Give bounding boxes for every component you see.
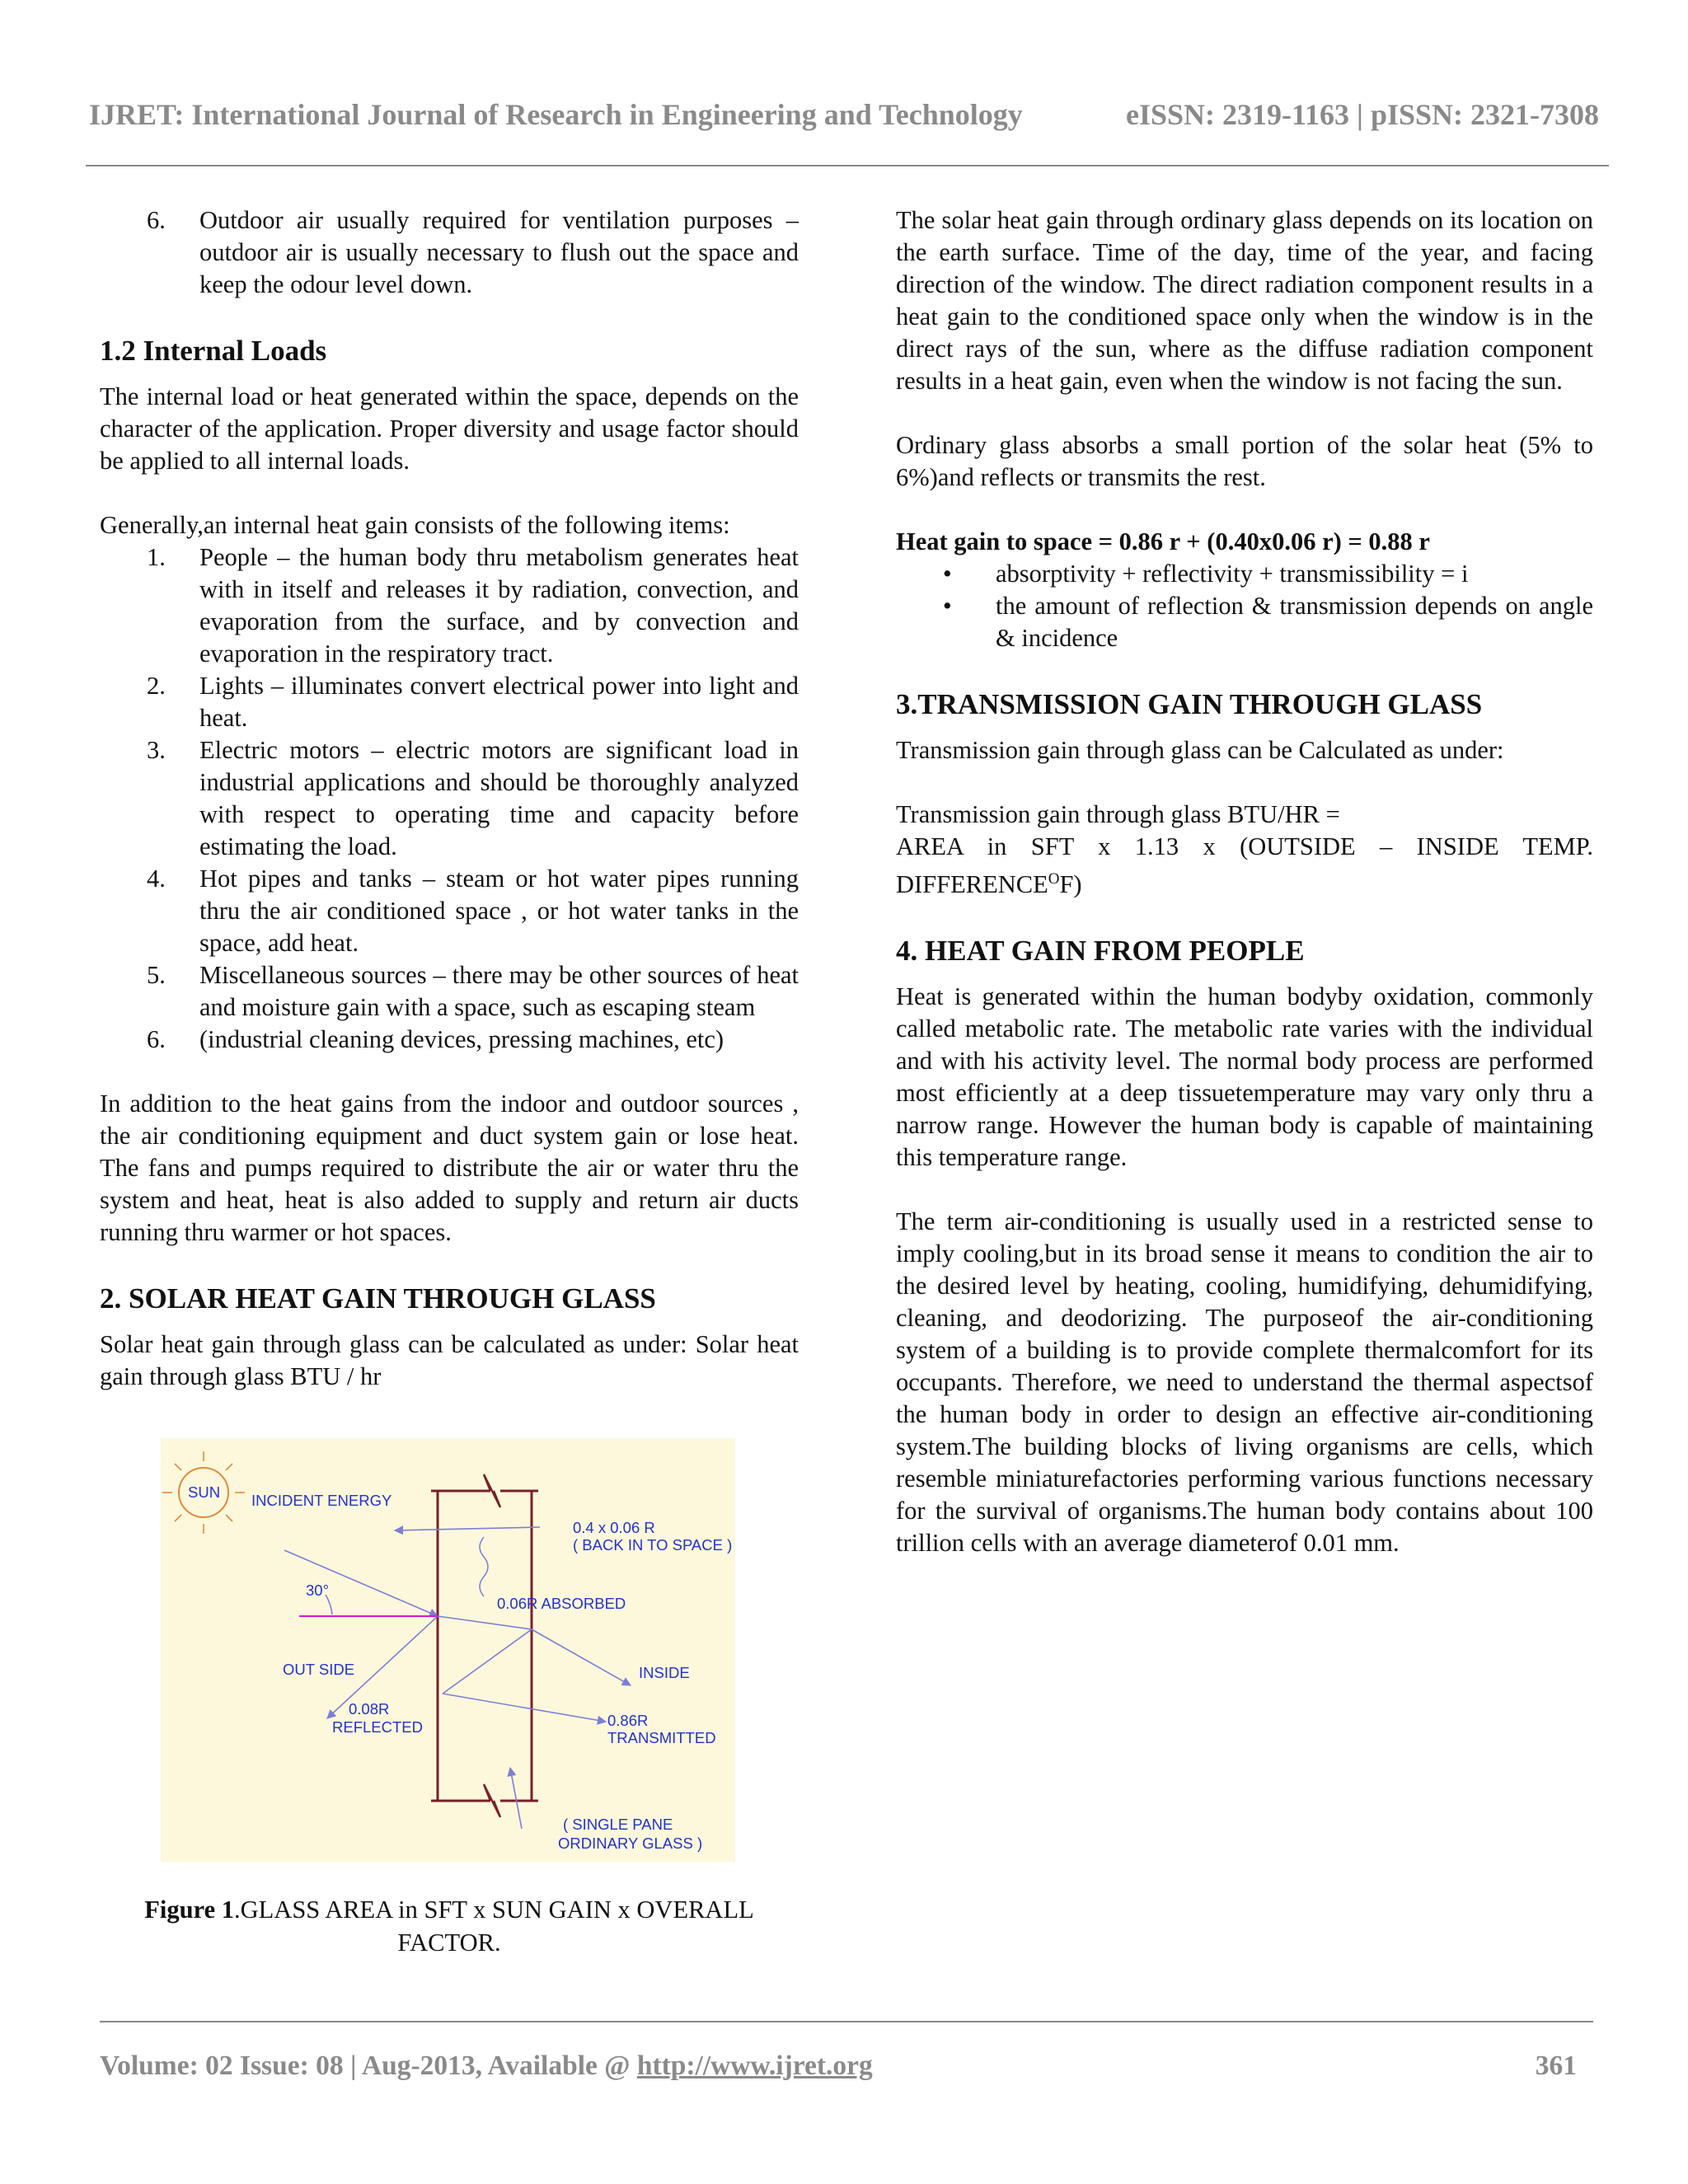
figure-caption: Figure 1.GLASS AREA in SFT x SUN GAIN x OVERALL FACTOR. (144, 1896, 754, 1957)
list-item: 4. Hot pipes and tanks – steam or hot water pipes running thru the air conditioned space , or hot water tanks in the space, add heat. (147, 865, 799, 957)
list-item: 3. Electric motors – electric motors are significant load in industrial applications and should be thoroughly analyzed with respect to operating time and capacity before estimating the load. (147, 736, 799, 860)
paragraph: In addition to the heat gains from the indoor and outdoor sources , the air conditioning equipment and duct system gain or lose heat. The fans and pumps required to distribute the air or water thru the system and heat, heat is also added to supply and return air ducts running thru warmer or hot spaces. (100, 1090, 799, 1246)
list-item: 2. Lights – illuminates convert electrical power into light and heat. (147, 672, 799, 732)
label-transmitted-2: TRANSMITTED (607, 1729, 716, 1746)
footer-rule (100, 2021, 1593, 2022)
list-item: 6. (industrial cleaning devices, pressing machines, etc) (147, 1025, 724, 1053)
left-column (100, 204, 799, 1959)
journal-link[interactable]: http://www.ijret.org (636, 2050, 873, 2081)
internal-reflect-ray (443, 1629, 532, 1694)
label-pane-1: ( SINGLE PANE (563, 1816, 673, 1833)
transmission-formula-line-2: AREA in SFT x 1.13 x (OUTSIDE – INSIDE TEMP. $DIFFERENCE^OF$) (896, 832, 1593, 899)
paragraph: The solar heat gain through ordinary glass depends on its location on the earth surface. Time of the day, time of the year, and facing direction of the window. The direct radiation component results in a heat gain to the conditioned space only when the window is in the direct rays of the sun, where as the diffuse radiation component results in a heat gain, even when the window is not facing the sun. (896, 206, 1593, 395)
solar-glass-diagram (161, 1438, 735, 1862)
page-footer (100, 2050, 1577, 2082)
label-pane-2: ORDINARY GLASS ) (558, 1835, 703, 1852)
back-to-space-ray (395, 1527, 540, 1530)
section-heading-solar: 2. SOLAR HEAT GAIN THROUGH GLASS (100, 1282, 656, 1315)
label-reflected-1: 0.08R (349, 1700, 390, 1718)
paragraph: Ordinary glass absorbs a small portion of the solar heat (5% to 6%)and reflects or transmits the rest. (896, 431, 1593, 491)
list-item: 6. Outdoor air usually required for ventilation purposes – outdoor air is usually necessary to flush out the space and keep the odour level down. (147, 206, 799, 298)
right-column (896, 204, 1593, 1591)
paragraph: Solar heat gain through glass can be calculated as under: Solar heat gain through glass BTU / hr (100, 1330, 799, 1390)
label-absorbed: 0.06R ABSORBED (497, 1595, 626, 1612)
section-heading-internal-loads: 1.2 Internal Loads (100, 335, 327, 367)
paragraph: The term air-conditioning is usually used in a restricted sense to imply cooling,but in its broad sense it means to condition the air to the desired level by heating, cooling, humidifying, dehumidifying, cleaning, and deodorizing. The purposeof the air-conditioning system of a building is to provide complete thermalcomfort for its occupants. Therefore, we need to understand the thermal aspectsof the human body in order to design an effective air-conditioning system.The building blocks of living organisms are cells, which resemble miniaturefactories performing various functions necessary for the survival of organisms.The human body contains about 100 trillion cells with an average diameterof 0.01 mm. (896, 1207, 1593, 1558)
pane-pointer (510, 1768, 522, 1829)
section-heading-people: 4. HEAT GAIN FROM PEOPLE (896, 935, 1305, 968)
glass-pane-icon (431, 1474, 538, 1817)
transmission-formula-line-1: Transmission gain through glass BTU/HR = (896, 800, 1340, 828)
glass-ray (438, 1616, 532, 1629)
label-outside: OUT SIDE (283, 1661, 355, 1678)
list-item: 5. Miscellaneous sources – there may be other sources of heat and moisture gain with a space, such as escaping steam (147, 961, 799, 1021)
paragraph: The internal load or heat generated within the space, depends on the character of the application. Proper diversity and usage factor should be applied to all internal loads. (100, 382, 799, 475)
label-transmitted-1: 0.86R (607, 1712, 649, 1729)
label-reflected-2: REFLECTED (332, 1718, 423, 1736)
list-item: 1. People – the human body thru metabolism generates heat with in itself and releases it by radiation, convection, and evaporation from the surface, and by convection and evaporation in the respiratory tract. (147, 543, 799, 668)
internal-gain-list (100, 541, 799, 1056)
diagram-svg (161, 1438, 735, 1862)
list-item: • absorptivity + reflectivity + transmissibility = i (943, 560, 1469, 588)
label-angle: 30° (306, 1582, 329, 1599)
label-back-1: 0.4 x 0.06 R (573, 1519, 655, 1536)
paragraph: Generally,an internal heat gain consists of the following items: (100, 511, 730, 539)
section-heading-transmission: 3.TRANSMISSION GAIN THROUGH GLASS (896, 688, 1483, 720)
label-sun: SUN (188, 1483, 221, 1501)
journal-title: IJRET: International Journal of Research in Engineering and Technology (89, 98, 1023, 131)
outdoor-list (100, 204, 799, 301)
list-item: • the amount of reflection & transmission depends on angle & incidence (943, 592, 1593, 652)
paragraph: Transmission gain through glass can be Calculated as under: (896, 736, 1504, 764)
transmitted-ray (443, 1694, 606, 1722)
bullet-list (896, 558, 1593, 654)
page-number: 361 (1535, 2050, 1577, 2081)
absorbed-wave (480, 1537, 488, 1596)
label-back-2: ( BACK IN TO SPACE ) (573, 1536, 733, 1554)
issn: eISSN: 2319-1163 | pISSN: 2321-7308 (1126, 98, 1599, 131)
paragraph: Heat is generated within the human bodyby oxidation, commonly called metabolic rate. The metabolic rate varies with the individual and with his activity level. The normal body process are performed most efficiently at a deep tissuetemperature may vary only thru a narrow range. However the human body is capable of maintaining this temperature range. (896, 982, 1593, 1172)
footer-volume: Volume: 02 Issue: 08 | Aug-2013, Available @ http://www.ijret.org (100, 2050, 873, 2081)
header-rule (86, 165, 1609, 166)
running-header (89, 97, 1599, 132)
label-inside: INSIDE (639, 1664, 690, 1681)
heat-gain-equation: Heat gain to space = 0.86 r + (0.40x0.06 r) = 0.88 r (896, 527, 1430, 555)
inside-ray (532, 1629, 631, 1685)
label-incident: INCIDENT ENERGY (251, 1492, 392, 1509)
